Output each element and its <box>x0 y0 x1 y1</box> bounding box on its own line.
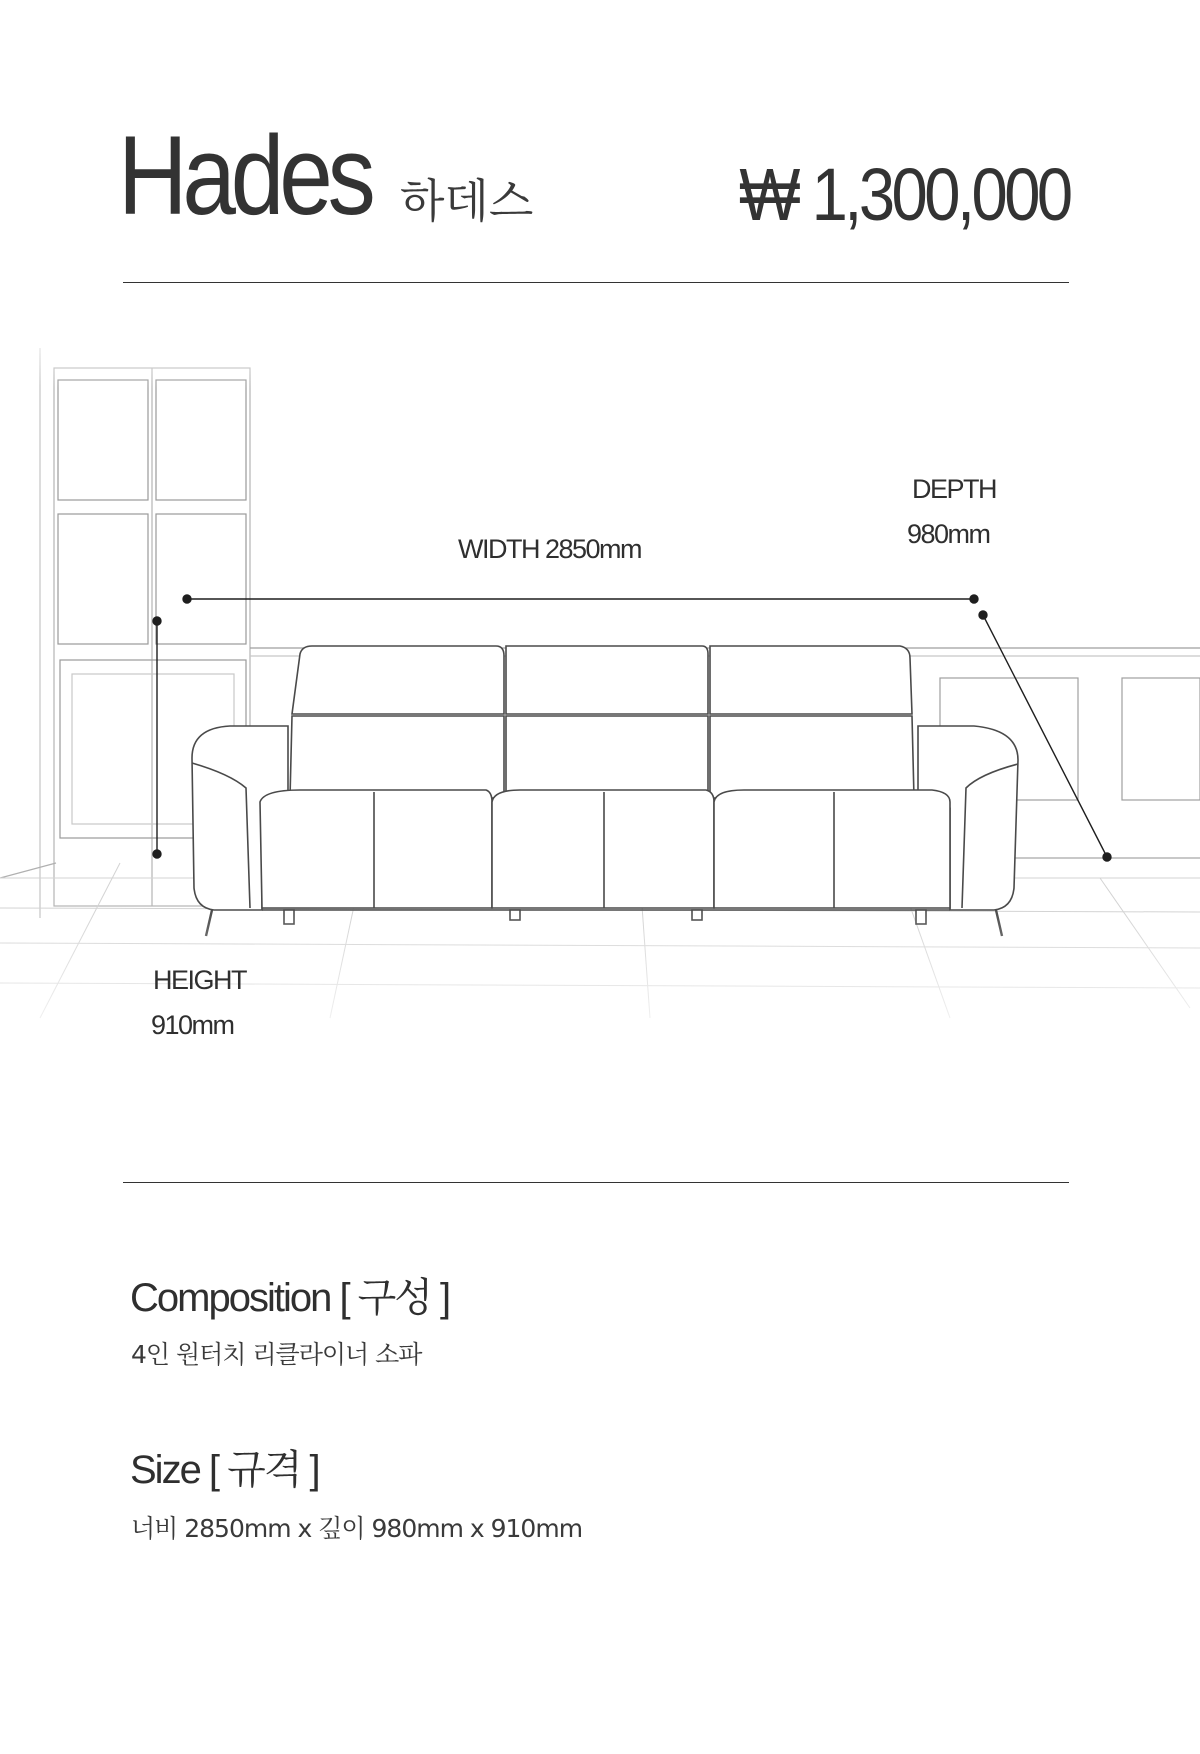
width-start-dot <box>183 595 191 603</box>
height-bottom-dot <box>153 850 161 858</box>
sofa-drawing <box>192 646 1018 936</box>
composition-heading: Composition [ 구성 ] <box>130 1276 450 1320</box>
product-price: ₩ 1,300,000 <box>739 153 1070 236</box>
height-value: 910mm <box>151 1010 234 1040</box>
composition-text: 4인 원터치 리클라이너 소파 <box>131 1340 422 1369</box>
depth-value: 980mm <box>907 519 990 549</box>
size-heading: Size [ 규격 ] <box>130 1448 319 1492</box>
sofa-sketch-illustration <box>0 318 1200 1078</box>
depth-top-dot <box>979 611 987 619</box>
depth-title: DEPTH <box>912 474 997 504</box>
height-top-dot <box>153 617 161 625</box>
depth-bottom-dot <box>1103 853 1111 861</box>
product-name-ko: 하데스 <box>400 174 534 228</box>
size-text: 너비 2850mm x 깊이 980mm x 910mm <box>131 1514 583 1543</box>
bottom-divider <box>123 1182 1069 1183</box>
product-name-en: Hades <box>118 113 371 238</box>
width-end-dot <box>970 595 978 603</box>
top-divider <box>123 282 1069 283</box>
width-label: WIDTH 2850mm <box>458 534 642 564</box>
height-title: HEIGHT <box>153 965 247 995</box>
